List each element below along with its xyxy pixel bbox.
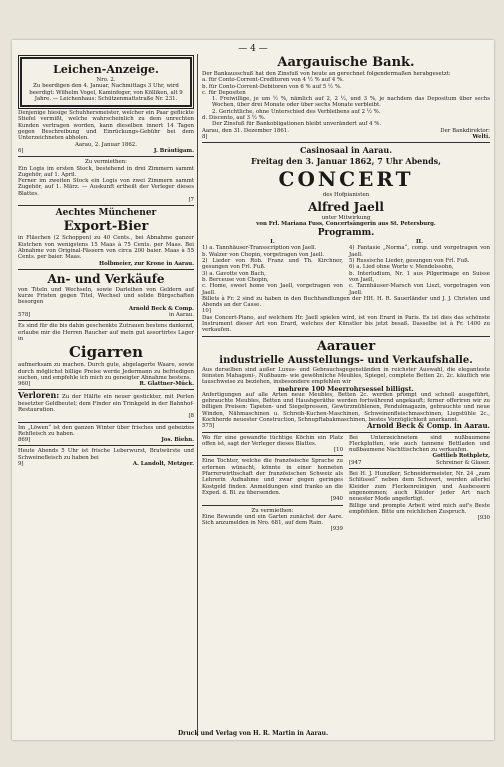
page-number: — 4 — <box>238 44 268 54</box>
rent-no: [7 <box>188 197 194 204</box>
divider <box>202 142 490 143</box>
concert-date: Freitag den 3. Januar 1862, 7 Uhr Abends, <box>251 156 441 167</box>
concert-with: unter Mitwirkung <box>321 214 371 221</box>
cigar-sign: R. Glattner-Mück. <box>139 381 194 388</box>
deer-sign: Jos. Biehn. <box>161 437 194 444</box>
newspaper-page <box>12 40 494 740</box>
bank-sign: Welti. <box>472 133 490 140</box>
bank-note: Der Zinsfuß für Bankobligationen bleibt unverändert auf 4 %. <box>212 121 382 128</box>
tailor-text: Bei H. J. Hunziker, Schneidermeister, Nr. 24 „zum Schlüssel“ neben dem Schwert, werden allerlei Kleider zum Fleckenreinigen und Ausbessern angenommen; auch Kleider jeder Art nach neuester Mode angefertigt. <box>349 471 490 503</box>
daughter-no: [940 <box>330 496 343 503</box>
lost-text: Zu der Hälfte ein neuer gestickter, mit Perlen besetzter Geldbeutel; dem Finder ein Trinkgeld in der Bahnhof-Restauration. <box>18 394 194 413</box>
program-item: c. Tannhäuser-Marsch von Liszt, vorgetragen von Jaell. <box>349 283 490 296</box>
concert-title: CONCERT <box>278 167 414 192</box>
rent-text-1: Ein Logis im ersten Stock, bestehend in drei Zimmern sammt Zugehör, auf 1. April. <box>18 165 194 178</box>
boot-notice-no: 6] <box>18 147 24 154</box>
divider <box>202 455 343 456</box>
column-divider <box>197 54 198 736</box>
imprint: Druck und Verlag von H. R. Martin in Aarau. <box>177 730 329 737</box>
kitchen-no: [10 <box>334 447 343 454</box>
expo-no: 575] <box>202 423 215 430</box>
meat-no: 9] <box>18 461 24 468</box>
tailor-text-2: Billige und prompte Arbeit wird mich auf's Beste empfehlen. Bitte um reichlichen Zuspruch. <box>349 502 490 515</box>
concert-by: des Hofpianisten <box>322 192 370 199</box>
deer-text: Im „Löwen“ ist den ganzen Winter über frisches und gebeiztes Rehfleisch zu haben. <box>18 424 194 437</box>
program-item: b. Berceuse von Chopin, <box>202 276 269 283</box>
beer-text: in Fläschen (2 Schoppen) zu 40 Cents., bei Abnahme ganzer Kistchen von wenigstens 15 Maas à 75 Cents. per Maas. Bei Abnahme von Original-Fässern von circa 200 baier. Maas à 55 Cents. per baier. Maas. <box>18 235 194 261</box>
beer-heading-2: Export-Bier <box>63 219 149 235</box>
rent2-head: Zu vermiethen: <box>251 507 294 514</box>
obituary-text: Zu beerdigen den 4. Januar, Nachmittags 3 Uhr, wird beerdigt: Wilhelm Vogel, Kaminfeger, von Kölliken, alt 9 Jahre. — Leichenhaus: Schützenmattstraße Nr. 231. <box>29 83 183 102</box>
expo-subtitle: industrielle Ausstellungs- und Verkaufshalle. <box>219 354 473 366</box>
cigar-intro: Es sind für die bis dahin geschenkte Zutrauen bestens dankend, erlaube mir die Herren Raucher auf mein gut assortirtes Lager in <box>18 323 194 342</box>
program-columns <box>202 239 490 296</box>
program-item: 5) Russische Lieder, gesungen von Frl. Fuß. <box>349 258 470 265</box>
concert-piano-note: Das Concert-Piano, auf welchem Hr. Jaell spielen wird, ist von Erard in Paris. Es ist dies das schönste Instrument dieser Art von Erard, welches der Künstler bis jetzt besaß. Dasselbe ist à Fr. 1400 zu verkaufen. <box>202 314 490 334</box>
cigar-heading: Cigarren <box>68 343 144 362</box>
rent2-no: [939 <box>330 526 343 533</box>
trade-heading: An- und Verkäufe <box>47 271 165 286</box>
divider <box>202 432 490 433</box>
divider <box>18 205 194 206</box>
program-part-2-label: II. <box>416 239 423 246</box>
trade-sign-2: in Aarau. <box>169 312 194 319</box>
small-ads <box>202 435 490 533</box>
left-column <box>18 54 194 467</box>
bank-role: Der Bankdirektor: <box>440 127 490 134</box>
divider <box>18 445 194 446</box>
obituary-number: Nro. 2. <box>96 77 116 83</box>
rent-text-2: Ferner im zweiten Stock ein Logis von zwei Zimmern sammt Zugehör, auf 1. März. — Auskunft ertheilt der Verleger dieses Blattes. <box>18 178 194 197</box>
bank-title: Aargauische Bank. <box>277 55 415 70</box>
program-item: c. Home, sweet home von Jaell, vorgetragen von Jaell. <box>202 283 343 296</box>
right-column <box>202 54 490 533</box>
concert-tickets: Billets à Fr. 2 sind zu haben in den Buchhandlungen der HH. H. R. Sauerländer und J. J. Christen und Abends an der Casse. <box>202 295 490 309</box>
carpenter-no: [947 <box>349 459 362 466</box>
meat-text: Heute Abends 5 Uhr ist frische Leberwurst, Bratwürste und Schweinefleisch zu haben bei <box>18 448 194 461</box>
boot-notice-text: Denjenige hiesige Schuhhersmeister, welcher ein Paar geflickte Stiefel vermißt, welche wahrscheinlich zu dem unrechten Kunden vertragen worden, kann dieselben innert 14 Tagen gegen Beschreibung und Einrückungs-Gebühr bei dem Unterzeichneten abholen. <box>18 110 194 142</box>
program-item: 1) a. Tannhäuser-Transscription von Jaell. <box>202 245 317 252</box>
meat-sign: A. Landolt, Metzger. <box>132 461 194 468</box>
divider <box>18 320 194 321</box>
rent-head: Zu vermiethen: <box>85 159 127 166</box>
program-heading: Programm. <box>317 228 375 239</box>
obituary-box <box>20 57 192 107</box>
concert-tickets-no: 10] <box>202 308 211 315</box>
expo-highlight: mehrere 100 Meerrohrsessel billigst. <box>278 384 414 393</box>
expo-sign: Arnold Beck & Comp. in Aarau. <box>367 421 490 431</box>
lost-no: [8 <box>188 413 194 420</box>
bank-item-c: c. für Depositen <box>202 89 246 96</box>
daughter-text: Eine Tochter, welche die französische Sprache zu erlernen wünscht, könnte in einer honneten Pfarrerwirthschaft der französischen Schweiz als Lehrerin Aufnahme und zwar gegen geringes Kostgeld finden. Anmeldungen sind franko an die Exped. d. Bl. zu übersenden. <box>202 458 343 496</box>
bank-item-b: b. für Conto-Corrent-Debitoren von 6 % auf 5 ½ %. <box>202 83 342 90</box>
boot-notice-sign: J. Bräutigam. <box>153 147 194 154</box>
cigar-no: 960] <box>18 381 31 388</box>
divider <box>349 468 490 469</box>
concert-venue: Casinosaal in Aarau. <box>300 145 392 156</box>
program-item: 3) a. Gavotte von Bach, <box>202 270 266 277</box>
concert-artist: Alfred Jaell <box>308 199 384 214</box>
beer-heading-1: Aechtes Münchener <box>55 208 157 219</box>
rent2-text: Eine Bewunde und ein Garten zunächst der Aare. Sich anzumelden in Nro. 681, auf dem Rain. <box>202 513 343 527</box>
divider <box>18 156 194 157</box>
program-item: 6) a. Lied ohne Worte v. Mendelssohn, <box>349 264 454 271</box>
program-item: b. Walzer von Chopin, vorgetragen von Jaell. <box>202 251 325 258</box>
cigar-text: aufmerksam zu machen. Durch gute, abgelagerte Waare, sowie durch möglichst billige Preise werde Jedermann zu befriedigen suchen, und empfehle ich mich zu geneigter Abnahme bestens. <box>18 362 194 381</box>
bank-item-d: d. Discento, auf 3 ½ %. <box>202 115 266 122</box>
bank-item-a: a. für Conto-Corrent-Creditoren von 4 ½ % auf 4 %. <box>202 77 344 84</box>
bank-item-c1: 1. Freiwillige, je um ½ %, nämlich auf 2, 2 ½, und 3 %, je nachdem das Depositum über sechs Wochen, über drei Monate oder über sechs Monate verbleibt. <box>212 96 490 109</box>
kitchen-text: Wo für eine gewandte tüchtige Köchin ein Platz offen ist, sagt der Verleger dieses Blattes. <box>202 434 343 447</box>
bank-intro: Der Bankausschuß hat den Zinsfuß von heute an gerechnet folgendermaßen herabgesetzt: <box>202 71 451 77</box>
beer-sign: Holbmeier, zur Krone in Aarau. <box>98 260 194 267</box>
expo-title: Aarauer <box>316 338 376 354</box>
bank-place: Aarau, den 31. Dezember 1861. <box>202 127 289 134</box>
expo-text-2: Anfertigungen auf alle Arten neue Meubles, Betten 2c. werden prompt und schnell ausgeführt, gebrauchte Meubles, Betten und Haushgeräthe werden fortwährend angekauft; ferner offeriren wir zu billigen Preisen: Tapeten- und Siegelpressen, Gewürzmühlenen, Pendulmagazin, gebrauchte und neue Winden, Nähmaschinen u. Schreib-Kuchen-Maschinen, Schweinenfleischmaschinen, Liegstühle 2c., Kochherde neuester Construction, Schnupftabakmaschinen, bestes Vorzüglichkeit anerkannt. <box>202 391 490 423</box>
divider <box>18 269 194 270</box>
small-ads-right <box>349 435 490 533</box>
carpenter-text: Bei Unterzeichnetem sind nußbaumene Fleckplatten, wie auch tannene Bettladen und nußbaumene Nachttischchen zu verkaufen. <box>349 434 490 454</box>
program-item: 2) Lieder von Rob. Franz und Th. Kirchner, gesungen von Frl. Fuß. <box>202 258 343 271</box>
boot-notice-place: Aarau, 2. Januar 1862. <box>75 141 137 148</box>
divider <box>202 505 343 506</box>
trade-text: von Titeln und Wechseln, sowie Darleihen von Geldern auf kurze Fristen gegen Titel, Wechsel und solide Bürgschaften besorgen <box>18 286 194 306</box>
divider <box>202 336 490 337</box>
program-part-1 <box>202 239 343 296</box>
program-item: 4) Fantasie „Norma“, comp. und vorgetragen von Jaell. <box>349 245 490 258</box>
concert-singer: von Frl. Mariana Fuss, Concertsängerin aus St. Petersburg. <box>256 220 436 227</box>
divider <box>18 422 194 423</box>
lost-heading: Verloren: <box>18 390 60 401</box>
tailor-no: [930 <box>477 515 490 522</box>
deer-no: 869] <box>18 437 31 444</box>
program-part-2 <box>349 239 490 296</box>
trade-sign-1: Arnold Beck & Comp. <box>128 305 194 312</box>
carpenter-sign: Gottlieb Rothpletz, <box>432 453 490 460</box>
bank-item-c2: 2. Gerichtliche, ohne Unterschied des Verbleibens auf 2 ½ %. <box>212 108 381 115</box>
carpenter-role: Schreiner & Glaser. <box>435 459 490 466</box>
trade-no: 578] <box>18 312 31 319</box>
obituary-title: Leichen-Anzeige. <box>53 63 159 76</box>
small-ads-left <box>202 435 343 533</box>
program-part-1-label: I. <box>270 239 275 246</box>
program-item: b. Interludium, Nr. 1 aus Pilgerimage en Suisse von Jaell, <box>349 270 490 283</box>
expo-text: Aus derselben sind außer Luxus- und Gebrauchsgegenständen in reichster Auswahl, die eleganteste feinsten Mahagoni-, Nußbaum- wie gewöhnliche Meubles, Spiegel, complete Betten 2c. 2c. käuflich wie tauschweise zu beziehen, insbesondere empfehlen wir <box>202 366 490 386</box>
bank-no: 8] <box>202 133 208 140</box>
